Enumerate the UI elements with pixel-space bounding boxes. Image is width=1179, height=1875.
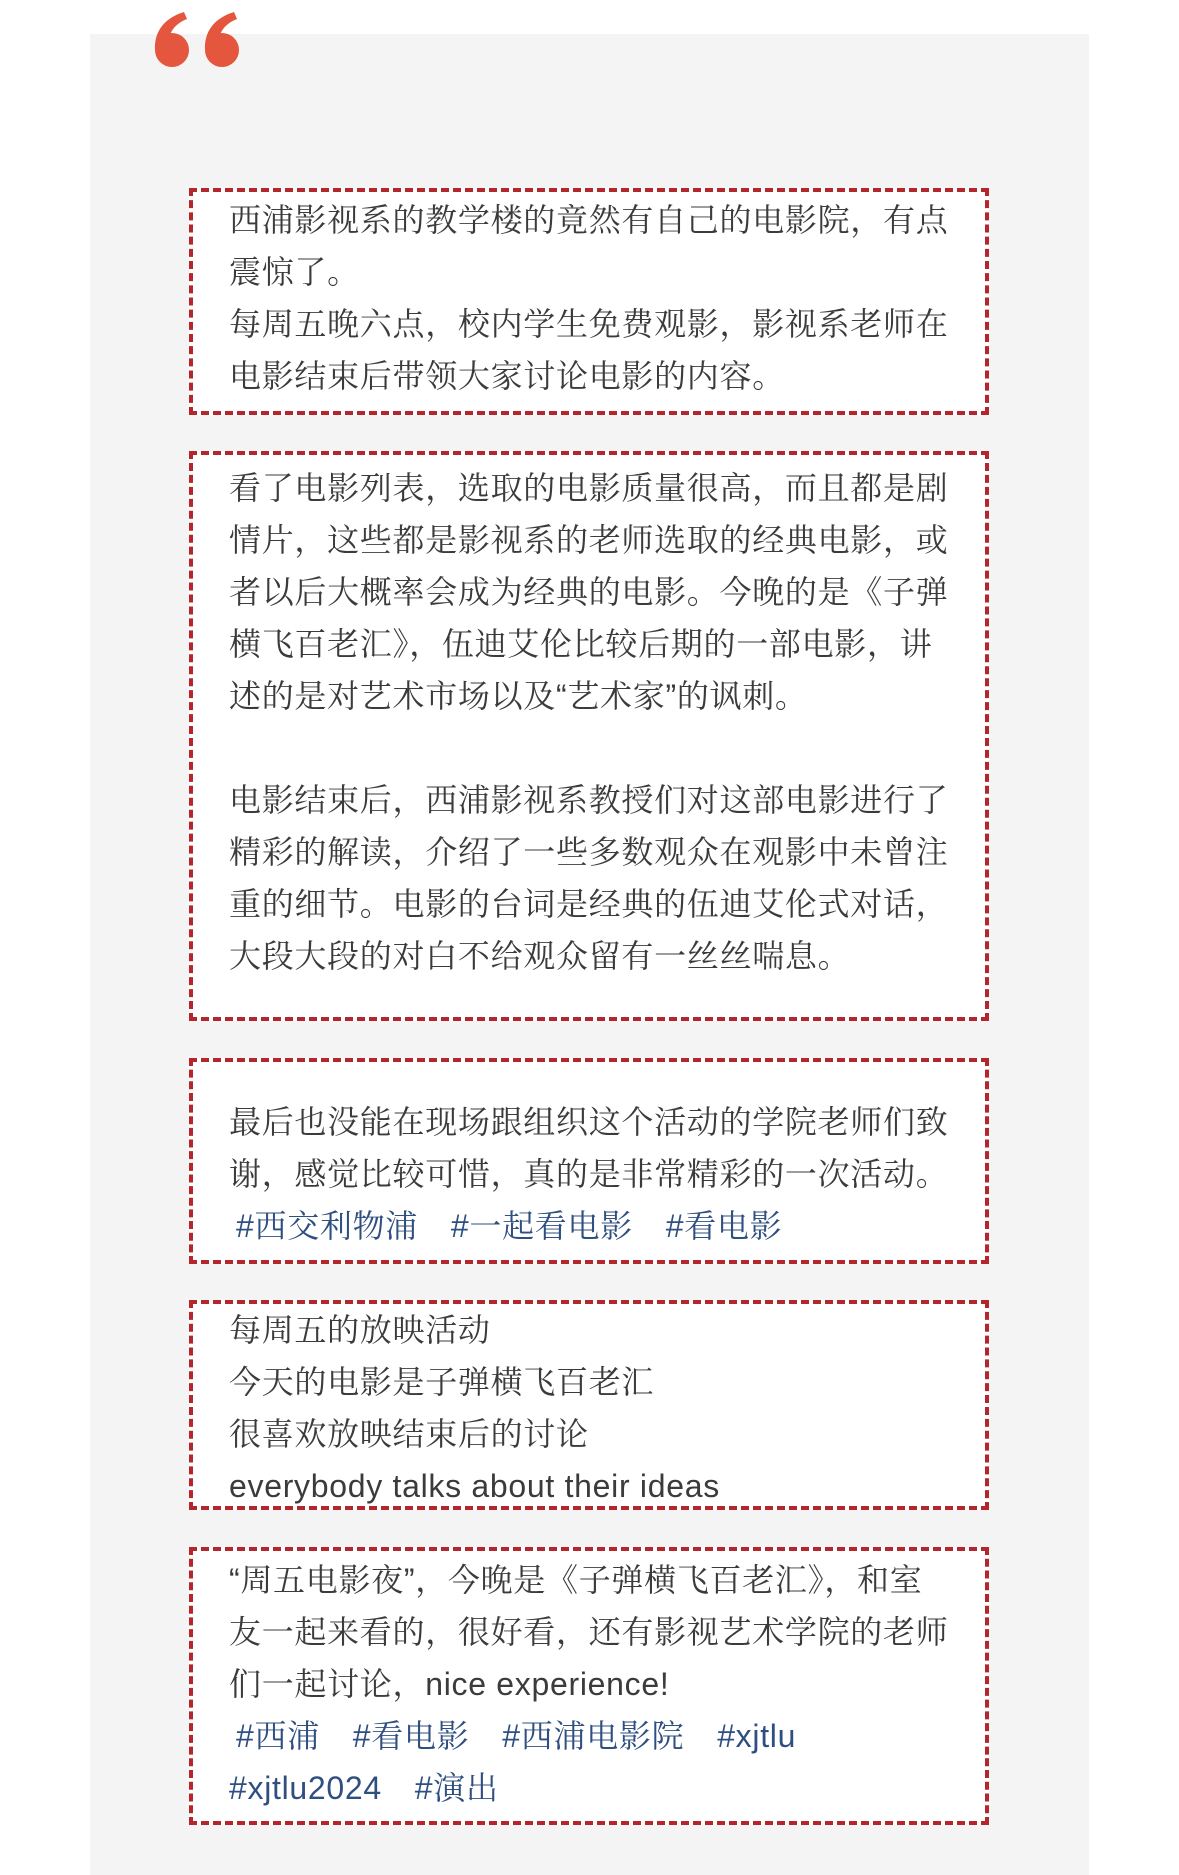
post-text: [193, 192, 985, 402]
post-text-line: 西浦影视系的教学楼的竟然有自己的电影院，有点: [229, 202, 949, 238]
post-card-2: [189, 451, 989, 1021]
post-text-line: everybody talks about their ideas: [229, 1468, 720, 1504]
post-card-1: [189, 188, 989, 415]
hashtag-link[interactable]: #演出: [414, 1770, 499, 1806]
post-text-line: 电影结束后带领大家讨论电影的内容。: [229, 358, 785, 394]
post-text: [193, 1304, 985, 1512]
post-text: [193, 1551, 985, 1814]
post-text-line: 电影结束后，西浦影视系教授们对这部电影进行了: [229, 782, 949, 818]
hashtag-link[interactable]: #西交利物浦: [236, 1208, 418, 1244]
post-text-line: 最后也没能在现场跟组织这个活动的学院老师们致: [229, 1104, 949, 1140]
hashtag-link[interactable]: #xjtlu: [717, 1718, 797, 1754]
post-text-line: 述的是对艺术市场以及“艺术家”的讽刺。: [229, 678, 808, 714]
post-text-line: 者以后大概率会成为经典的电影。今晚的是《子弹: [229, 574, 949, 610]
post-text: [193, 455, 985, 982]
hashtag-link[interactable]: #看电影: [352, 1718, 470, 1754]
post-card-5: [189, 1547, 989, 1825]
left-double-quote-icon: [150, 10, 250, 70]
hashtag-row: [229, 1762, 965, 1814]
post-card-3: [189, 1058, 989, 1264]
paragraph-gap: [229, 722, 965, 774]
post-text-line: 重的细节。电影的台词是经典的伍迪艾伦式对话，: [229, 886, 949, 922]
post-text-line: 友一起来看的，很好看，还有影视艺术学院的老师: [229, 1614, 949, 1650]
post-text-line: 横飞百老汇》，伍迪艾伦比较后期的一部电影，讲: [229, 626, 933, 662]
hashtag-row: [229, 1710, 965, 1762]
post-card-4: [189, 1300, 989, 1510]
post-text-line: 很喜欢放映结束后的讨论: [229, 1416, 589, 1452]
hashtag-row: [229, 1200, 965, 1252]
hashtag-link[interactable]: #一起看电影: [450, 1208, 633, 1244]
post-text-line: 谢，感觉比较可惜，真的是非常精彩的一次活动。: [229, 1156, 949, 1192]
post-text-line: 们一起讨论，nice experience!: [229, 1666, 670, 1702]
hashtag-link[interactable]: #西浦电影院: [502, 1718, 685, 1754]
post-text: [193, 1062, 985, 1252]
post-text-line: 情片，这些都是影视系的老师选取的经典电影，或: [229, 522, 949, 558]
post-text-line: 看了电影列表，选取的电影质量很高，而且都是剧: [229, 470, 949, 506]
post-text-line: 精彩的解读，介绍了一些多数观众在观影中未曾注: [229, 834, 949, 870]
post-text-line: “周五电影夜”，今晚是《子弹横飞百老汇》，和室: [229, 1562, 923, 1598]
hashtag-link[interactable]: #xjtlu2024: [229, 1770, 382, 1806]
hashtag-link[interactable]: #西浦: [236, 1718, 320, 1754]
post-text-line: 每周五晚六点，校内学生免费观影，影视系老师在: [229, 306, 949, 342]
hashtag-link[interactable]: #看电影: [665, 1208, 783, 1244]
post-text-line: 每周五的放映活动: [229, 1312, 491, 1348]
post-text-line: 大段大段的对白不给观众留有一丝丝喘息。: [229, 938, 851, 974]
post-text-line: 今天的电影是子弹横飞百老汇: [229, 1364, 655, 1400]
post-text-line: 震惊了。: [229, 254, 360, 290]
